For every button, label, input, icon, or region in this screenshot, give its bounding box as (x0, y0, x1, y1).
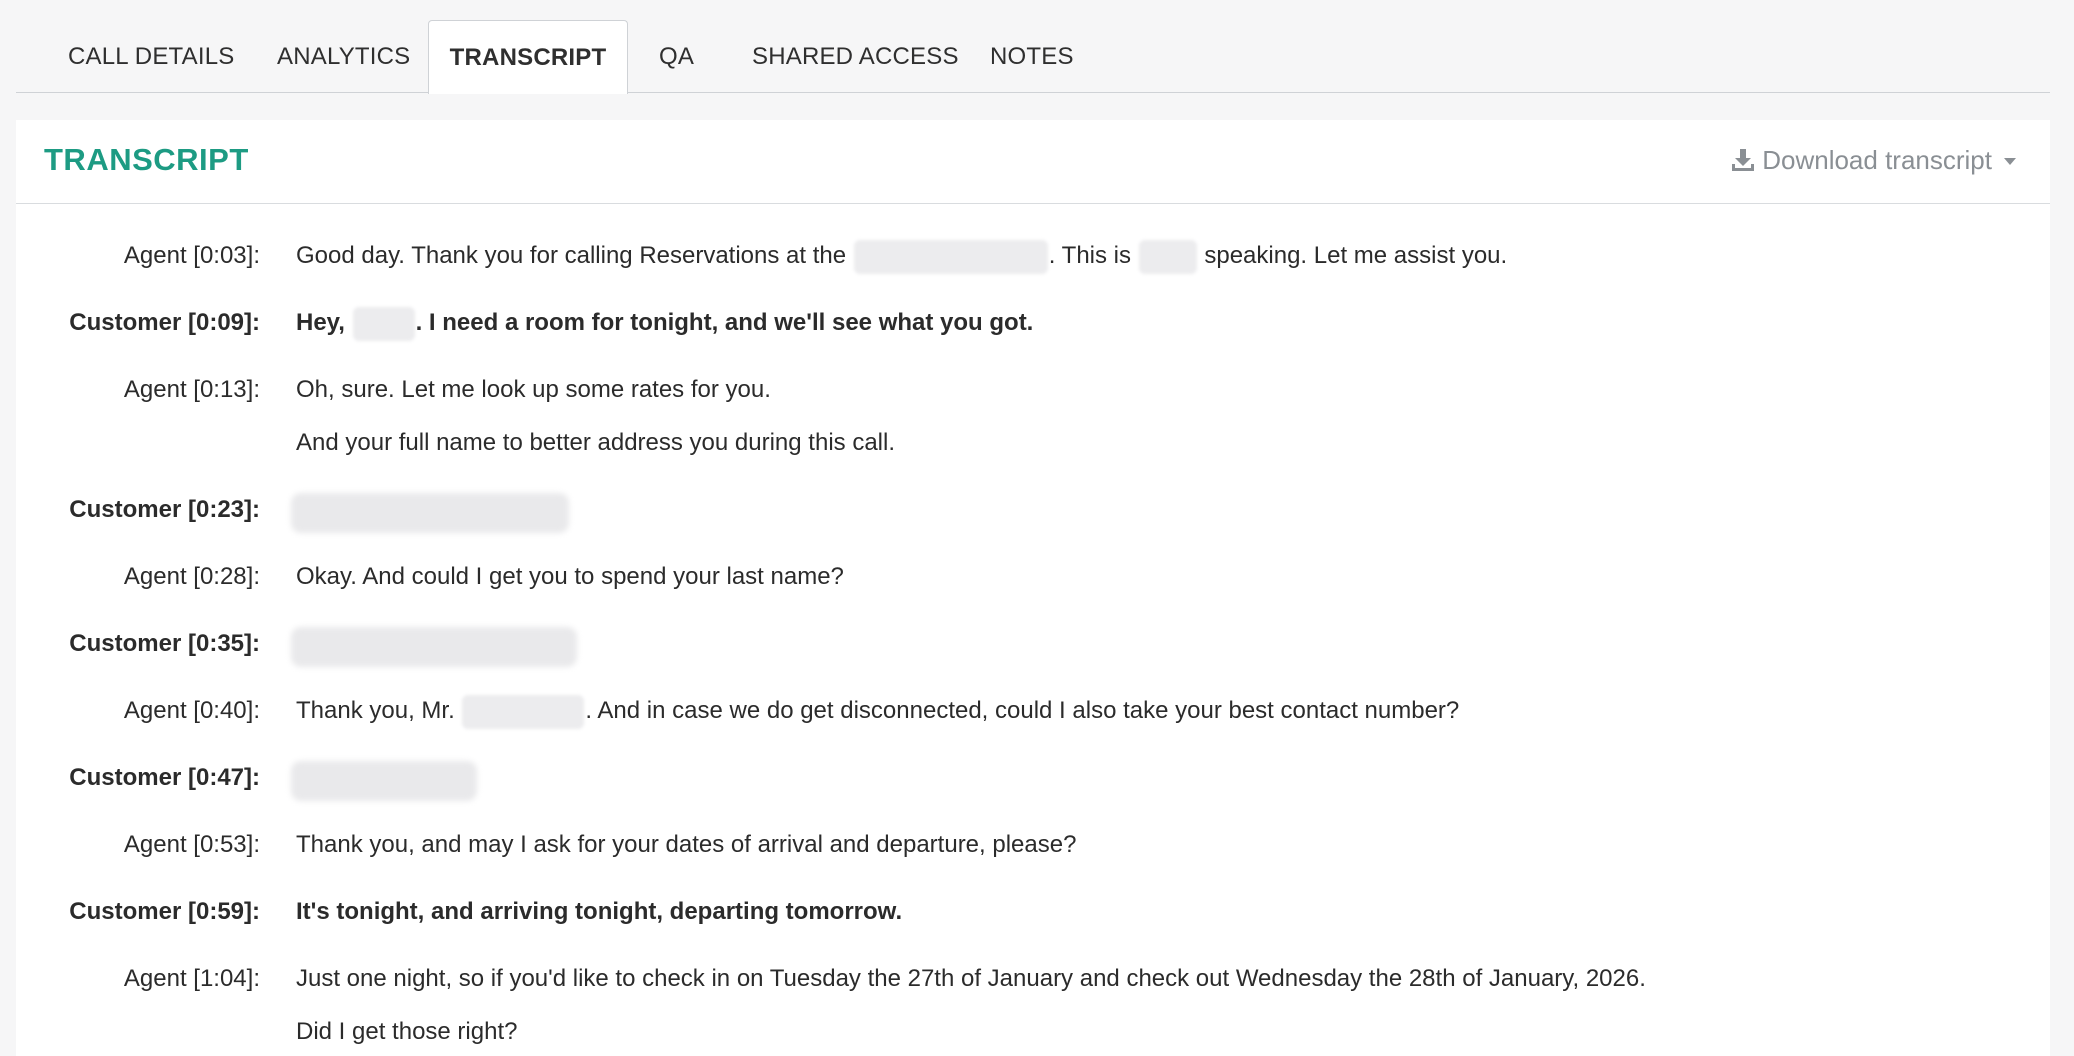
download-transcript-button[interactable] (1730, 140, 2016, 180)
speaker-label: Agent [0:03]: (123, 242, 260, 269)
transcript-panel (16, 120, 2050, 1056)
speaker-label: Agent [0:28]: (123, 563, 260, 590)
redacted-text (462, 695, 584, 729)
speaker-label: Customer [0:09]: (69, 309, 260, 336)
download-icon (1730, 147, 1756, 173)
transcript-row (16, 1012, 2050, 1052)
redacted-text (353, 307, 415, 341)
redacted-text (291, 493, 569, 533)
tab-qa[interactable]: QA (659, 43, 695, 70)
speaker-label: Agent [1:04]: (123, 965, 260, 992)
utterance-text: It's tonight, and arriving tonight, departing tomorrow. (296, 898, 903, 925)
utterance-text: Thank you, and may I ask for your dates of arrival and departure, please? (296, 831, 1077, 858)
transcript-row (16, 236, 2050, 276)
transcript-row (16, 490, 2050, 530)
redacted-text (854, 240, 1048, 274)
transcript-row (16, 825, 2050, 865)
utterance-text: And your full name to better address you during this call. (296, 429, 895, 456)
speaker-label: Customer [0:35]: (69, 630, 260, 657)
utterance-text: Thank you, Mr. . And in case we do get disconnected, could I also take your best contact number? (296, 691, 1459, 731)
transcript-row (16, 959, 2050, 999)
tab-shared-access[interactable]: SHARED ACCESS (752, 43, 959, 70)
tab-call-details[interactable]: CALL DETAILS (68, 43, 235, 70)
utterance-text: Did I get those right? (296, 1018, 518, 1045)
redacted-text (1139, 240, 1197, 274)
transcript-row (16, 624, 2050, 664)
chevron-down-icon (2004, 158, 2016, 165)
speaker-label: Agent [0:40]: (123, 697, 260, 724)
transcript-row (16, 892, 2050, 932)
utterance-text: Just one night, so if you'd like to check in on Tuesday the 27th of January and check out Wednesday the 28th of January, 2026. (296, 965, 1646, 992)
transcript-row (16, 423, 2050, 463)
redacted-text (291, 627, 577, 667)
redacted-text (291, 761, 477, 801)
transcript-row (16, 758, 2050, 798)
speaker-label: Customer [0:47]: (69, 764, 260, 791)
panel-header (16, 120, 2050, 204)
speaker-label: Customer [0:59]: (69, 898, 260, 925)
transcript-row (16, 691, 2050, 731)
utterance-text: Okay. And could I get you to spend your last name? (296, 563, 844, 590)
utterance-text: Oh, sure. Let me look up some rates for you. (296, 376, 771, 403)
tab-bar (16, 0, 2050, 93)
tab-transcript[interactable]: TRANSCRIPT (428, 20, 628, 94)
speaker-label: Agent [0:53]: (123, 831, 260, 858)
tab-analytics[interactable]: ANALYTICS (277, 43, 411, 70)
utterance-text: Good day. Thank you for calling Reservations at the . This is speaking. Let me assist you. (296, 236, 1507, 276)
tab-notes[interactable]: NOTES (990, 43, 1074, 70)
transcript-row (16, 303, 2050, 343)
transcript-row (16, 557, 2050, 597)
utterance-text: Hey, . I need a room for tonight, and we'll see what you got. (296, 303, 1033, 343)
download-label: Download transcript (1762, 145, 1992, 175)
panel-title: TRANSCRIPT (44, 142, 249, 177)
speaker-label: Customer [0:23]: (69, 496, 260, 523)
speaker-label: Agent [0:13]: (123, 376, 260, 403)
transcript-row (16, 370, 2050, 410)
